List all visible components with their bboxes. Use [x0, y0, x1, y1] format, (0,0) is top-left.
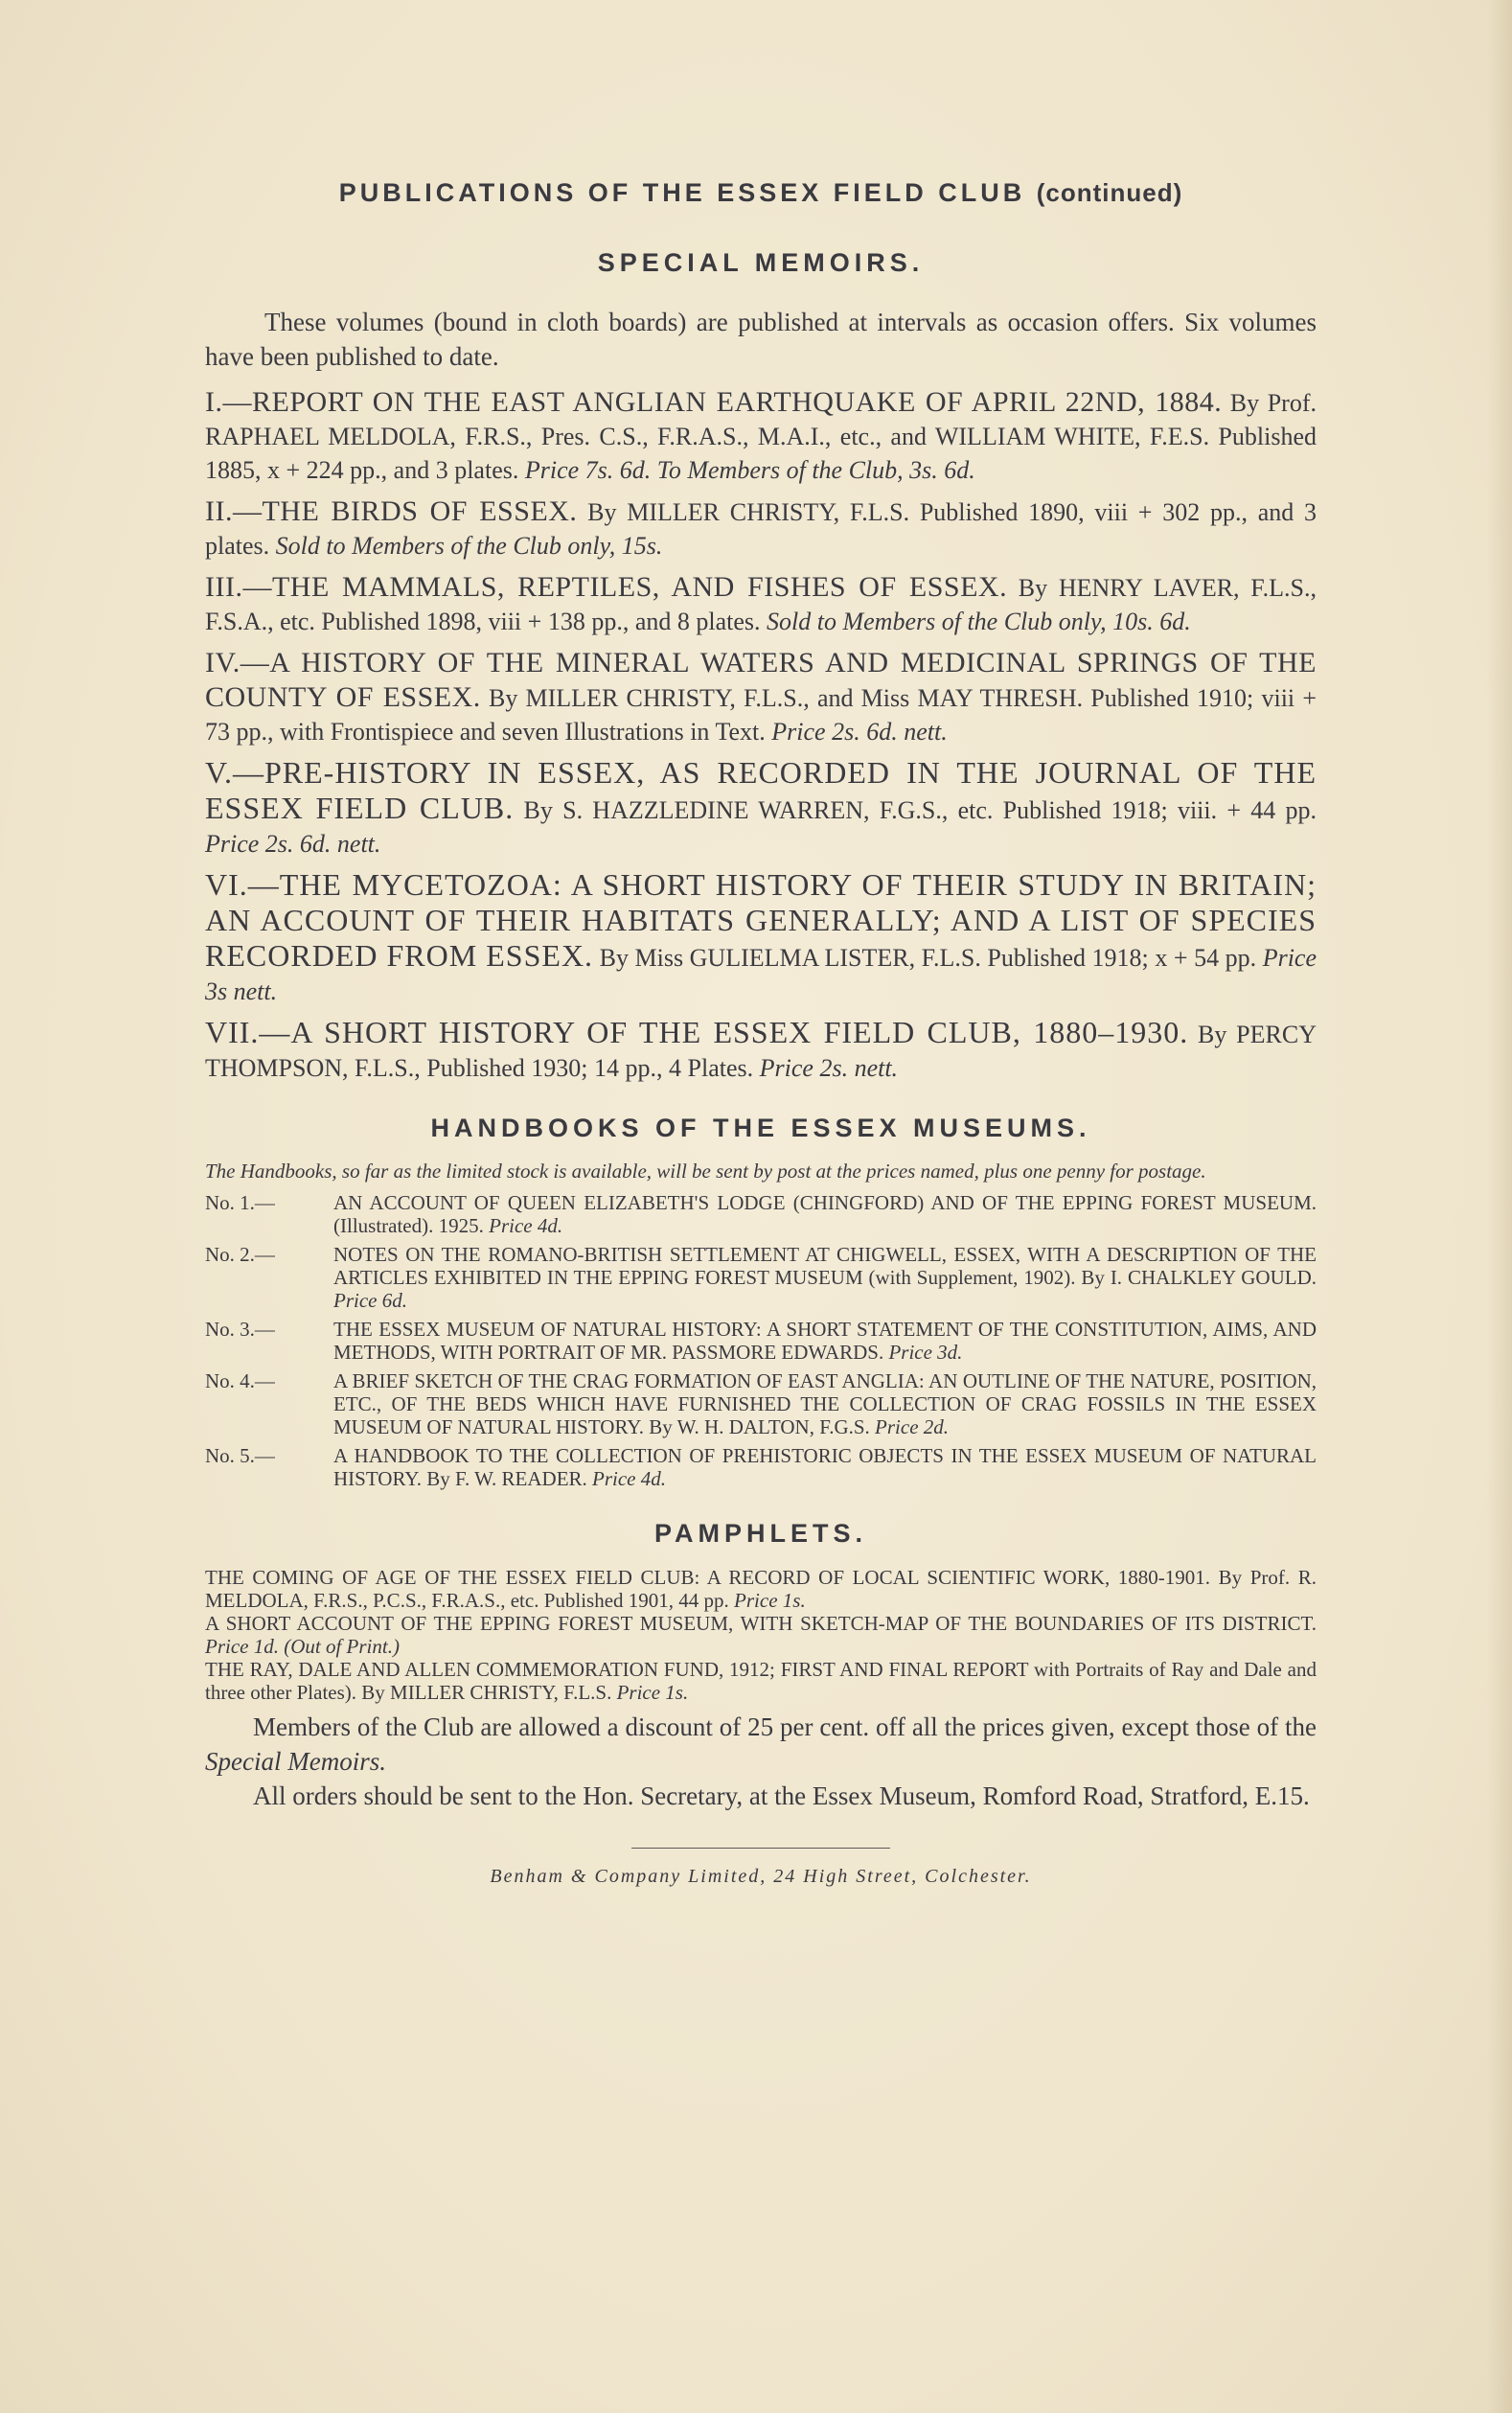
pamphlet-title: THE COMING OF AGE OF THE ESSEX FIELD CLUB: A RECORD OF LOCAL SCIENTIFIC WORK, 1880-1901. By Prof. R. MELDOLA, F.R.S., P.C.S., F.R.A.S., etc. Published 1901, 44 pp.	[205, 1566, 1317, 1612]
memoir-price: Price 2s. nett.	[759, 1054, 899, 1082]
memoir-entry-4	[205, 646, 1317, 748]
memoir-price: Price 2s. 6d. nett.	[205, 830, 381, 858]
handbook-number: No. 1.—	[205, 1191, 275, 1214]
memoir-details: By Prof. RAPHAEL MELDOLA, F.R.S., Pres. C.S., F.R.A.S., M.A.I., etc., and WILLIAM WHITE, F.E.S. Published 1885, x + 224 pp., and 3 plates.	[205, 389, 1317, 484]
page-header	[205, 178, 1317, 208]
handbook-entry-4	[205, 1369, 1317, 1438]
handbook-entry-1	[205, 1191, 1317, 1237]
memoir-price: Sold to Members of the Club only, 15s.	[275, 532, 663, 560]
handbook-price: Price 6d.	[333, 1289, 407, 1312]
handbooks-intro: The Handbooks, so far as the limited stock is available, will be sent by post at the prices named, plus one penny for postage.	[205, 1160, 1206, 1183]
memoir-title: VII.—A SHORT HISTORY OF THE ESSEX FIELD CLUB, 1880–1930.	[205, 1015, 1189, 1049]
special-memoirs-heading: SPECIAL MEMOIRS.	[597, 248, 925, 277]
special-memoirs-intro: These volumes (bound in cloth boards) are published at intervals as occasion offers. Six volumes have been published to date.	[205, 308, 1317, 371]
memoir-details: By Miss GULIELMA LISTER, F.L.S. Published 1918; x + 54 pp.	[593, 944, 1263, 972]
memoir-entry-3	[205, 570, 1317, 638]
discount-text: Members of the Club are allowed a discount of 25 per cent. off all the prices given, except those of the	[253, 1712, 1317, 1741]
pamphlet-price: Price 1s.	[734, 1589, 806, 1612]
discount-exception: Special Memoirs.	[205, 1747, 386, 1776]
memoir-entry-7	[205, 1016, 1317, 1085]
printer-imprint: Benham & Company Limited, 24 High Street, Colchester.	[490, 1866, 1032, 1887]
memoir-title: III.—THE MAMMALS, REPTILES, AND FISHES OF ESSEX.	[205, 571, 1008, 603]
memoir-price: Price 3s nett.	[205, 944, 1317, 1005]
handbook-number: No. 2.—	[205, 1243, 275, 1266]
memoir-title: IV.—A HISTORY OF THE MINERAL WATERS AND MEDICINAL SPRINGS OF THE COUNTY OF ESSEX.	[205, 647, 1317, 713]
handbook-title: NOTES ON THE ROMANO-BRITISH SETTLEMENT AT CHIGWELL, ESSEX, WITH A DESCRIPTION OF THE ARTICLES EXHIBITED IN THE EPPING FOREST MUSEUM (with Supplement, 1902). By I. CHALKLEY GOULD.	[333, 1243, 1317, 1289]
handbook-entry-2	[205, 1243, 1317, 1312]
handbook-number: No. 3.—	[205, 1318, 275, 1341]
pamphlets-heading: PAMPHLETS.	[653, 1519, 867, 1548]
memoir-entry-1	[205, 385, 1317, 487]
handbook-price: Price 2d.	[875, 1415, 950, 1438]
handbook-title: THE ESSEX MUSEUM OF NATURAL HISTORY: A SHORT STATEMENT OF THE CONSTITUTION, AIMS, AND METHODS, WITH PORTRAIT OF MR. PASSMORE EDWARDS.	[333, 1318, 1317, 1364]
memoir-title: V.—PRE-HISTORY IN ESSEX, AS RECORDED IN THE JOURNAL OF THE ESSEX FIELD CLUB.	[205, 755, 1317, 825]
handbook-price: Price 4d.	[489, 1214, 563, 1237]
memoir-details: By MILLER CHRISTY, F.L.S., and Miss MAY THRESH. Published 1910; viii + 73 pp., with Frontispiece and seven Illustrations in Text.	[205, 684, 1317, 746]
memoir-entry-2	[205, 494, 1317, 563]
memoir-title: VI.—THE MYCETOZOA: A SHORT HISTORY OF THEIR STUDY IN BRITAIN; AN ACCOUNT OF THEIR HABITATS GENERALLY; AND A LIST OF SPECIES RECORDED FROM ESSEX.	[205, 867, 1317, 973]
memoir-price: Sold to Members of the Club only, 10s. 6d.	[767, 608, 1191, 635]
memoir-details: By S. HAZZLEDINE WARREN, F.G.S., etc. Published 1918; viii. + 44 pp.	[514, 796, 1317, 824]
header-continued: (continued)	[1036, 178, 1183, 207]
pamphlet-price: Price 1d. (Out of Print.)	[205, 1635, 400, 1658]
pamphlet-entry-2	[205, 1612, 1317, 1658]
memoir-entry-5	[205, 756, 1317, 861]
memoir-details: By PERCY THOMPSON, F.L.S., Published 1930; 14 pp., 4 Plates.	[205, 1021, 1317, 1082]
handbook-number: No. 5.—	[205, 1444, 275, 1467]
memoir-price: Price 2s. 6d. nett.	[771, 718, 948, 746]
document-body	[205, 178, 1317, 1888]
pamphlet-price: Price 1s.	[616, 1681, 689, 1704]
memoir-details: By MILLER CHRISTY, F.L.S. Published 1890, viii + 302 pp., and 3 plates.	[205, 498, 1317, 560]
handbook-price: Price 3d.	[888, 1341, 963, 1364]
handbooks-heading: HANDBOOKS OF THE ESSEX MUSEUMS.	[430, 1114, 1091, 1142]
memoir-title: II.—THE BIRDS OF ESSEX.	[205, 495, 578, 527]
memoir-title: I.—REPORT ON THE EAST ANGLIAN EARTHQUAKE OF APRIL 22ND, 1884.	[205, 386, 1223, 418]
pamphlet-title: THE RAY, DALE AND ALLEN COMMEMORATION FUND, 1912; FIRST AND FINAL REPORT with Portraits of Ray and Dale and three other Plates). By MILLER CHRISTY, F.L.S.	[205, 1658, 1317, 1704]
handbook-title: A BRIEF SKETCH OF THE CRAG FORMATION OF EAST ANGLIA: AN OUTLINE OF THE NATURE, POSITION, ETC., OF THE BEDS WHICH HAVE FURNISHED THE COLLECTION OF CRAG FOSSILS IN THE ESSEX MUSEUM OF NATURAL HISTORY. By W. H. DALTON, F.G.S.	[333, 1369, 1317, 1438]
handbook-entry-3	[205, 1318, 1317, 1364]
members-discount-note	[205, 1710, 1317, 1779]
handbook-title: A HANDBOOK TO THE COLLECTION OF PREHISTORIC OBJECTS IN THE ESSEX MUSEUM OF NATURAL HISTORY. By F. W. READER.	[333, 1444, 1317, 1490]
pamphlet-entry-1	[205, 1566, 1317, 1612]
memoir-price: Price 7s. 6d. To Members of the Club, 3s. 6d.	[524, 456, 975, 484]
handbook-number: No. 4.—	[205, 1369, 275, 1392]
handbook-price: Price 4d.	[592, 1467, 667, 1490]
page-edge-shadow	[1487, 0, 1512, 2413]
memoir-entry-6	[205, 868, 1317, 1008]
handbook-entry-5	[205, 1444, 1317, 1490]
header-title: PUBLICATIONS OF THE ESSEX FIELD CLUB	[338, 178, 1026, 207]
pamphlet-title: A SHORT ACCOUNT OF THE EPPING FOREST MUSEUM, WITH SKETCH-MAP OF THE BOUNDARIES OF ITS DISTRICT.	[205, 1612, 1317, 1635]
pamphlet-entry-3	[205, 1658, 1317, 1704]
handbook-title: AN ACCOUNT OF QUEEN ELIZABETH'S LODGE (CHINGFORD) AND OF THE EPPING FOREST MUSEUM. (Illustrated). 1925.	[333, 1191, 1317, 1237]
memoir-details: By HENRY LAVER, F.L.S., F.S.A., etc. Published 1898, viii + 138 pp., and 8 plates.	[205, 574, 1317, 635]
orders-note: All orders should be sent to the Hon. Secretary, at the Essex Museum, Romford Road, Stratford, E.15.	[253, 1781, 1310, 1810]
